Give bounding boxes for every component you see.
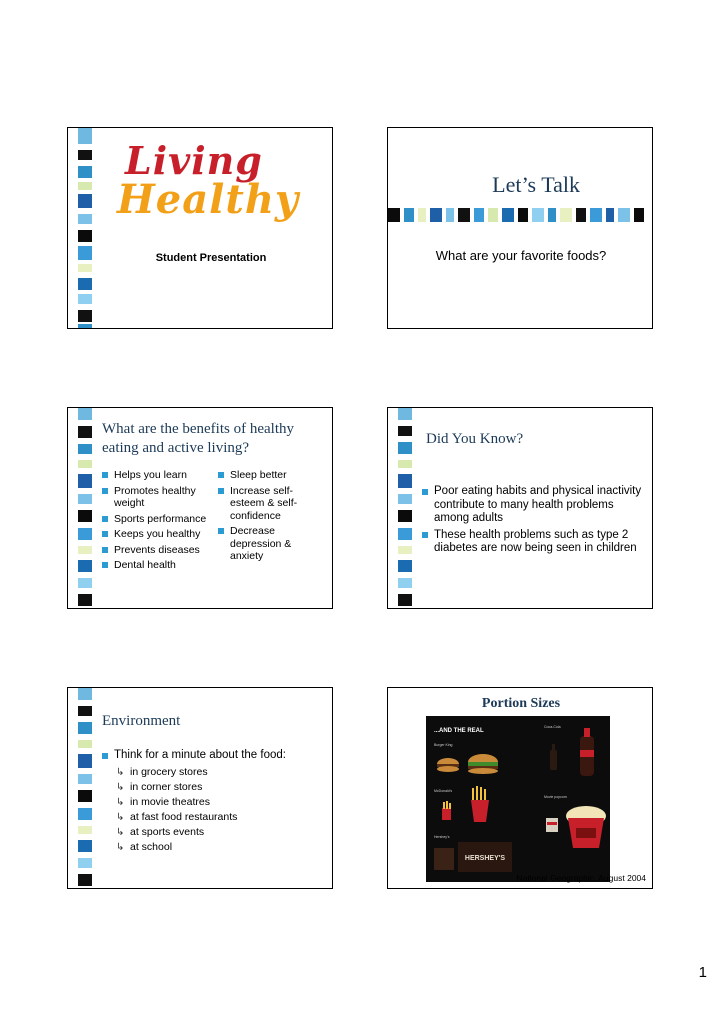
list-item: ↳ at school [116, 840, 316, 855]
large-fries [471, 800, 489, 822]
list-item: Prevents diseases [102, 544, 210, 557]
decorative-vertical-band [78, 408, 92, 608]
list-item: Keeps you healthy [102, 528, 210, 541]
slide-question: What are your favorite foods? [435, 248, 607, 263]
benefits-list-left [102, 469, 210, 575]
page-number: 1 [698, 964, 707, 981]
list-item: ↳ in corner stores [116, 780, 316, 795]
small-fries [442, 808, 451, 820]
photo-credit: National Geographic, August 2004 [516, 873, 646, 883]
slide-title: Environment [102, 713, 181, 729]
slide-subtitle: Student Presentation [155, 252, 267, 264]
list-item: These health problems such as type 2 diabetes are now being seen in children [422, 529, 648, 556]
list-item: Increase self-esteem & self-confidence [218, 485, 318, 523]
living-healthy-logo [113, 138, 303, 228]
list-item: ↳ in movie theatres [116, 795, 316, 810]
slide-did-you-know [387, 407, 653, 609]
list-item: Sports performance [102, 513, 210, 526]
list-item: Poor eating habits and physical inactivity contribute to many health problems among adults [422, 485, 648, 526]
list-item: Promotes healthy weight [102, 485, 210, 510]
small-cola-bottle [550, 750, 557, 770]
decorative-vertical-band [398, 408, 412, 608]
photo-fries-label: McDonald's [434, 789, 453, 793]
portion-sizes-illustration [426, 716, 610, 882]
slide-environment [67, 687, 333, 889]
photo-popcorn-label: Movie popcorn [544, 795, 567, 799]
list-item: ↳ at sports events [116, 825, 316, 840]
photo-burger-label: Burger King [434, 743, 453, 747]
decorative-vertical-band [78, 128, 92, 328]
slide-title: Portion Sizes [481, 696, 561, 711]
list-item: Dental health [102, 559, 210, 572]
logo-word-healthy: Healthy [117, 176, 300, 223]
photo-candy-label: Hershey's [434, 835, 450, 839]
slide-title: What are the benefits of healthy eating and active living? [102, 421, 294, 456]
logo-word-living: Living [125, 138, 263, 183]
slide-portion-sizes [387, 687, 653, 889]
list-item: Helps you learn [102, 469, 210, 482]
photo-hersheys-logo: HERSHEY'S [464, 855, 506, 862]
slide-living-healthy [67, 127, 333, 329]
small-chocolate-bar [434, 848, 454, 870]
slide-title: Did You Know? [426, 431, 524, 447]
photo-cola-label: Coca-Cola [544, 725, 561, 729]
facts-list [422, 485, 648, 559]
decorative-vertical-band [78, 688, 92, 888]
portion-sizes-photo [426, 716, 610, 882]
list-item: Decrease depression & anxiety [218, 525, 318, 563]
list-item: ↳ at fast food restaurants [116, 810, 316, 825]
list-item: Think for a minute about the food: [102, 749, 328, 763]
slide-benefits [67, 407, 333, 609]
environment-list [102, 749, 328, 766]
list-item: Sleep better [218, 469, 318, 482]
slide-lets-talk [387, 127, 653, 329]
photo-header: ...AND THE REAL [434, 728, 484, 734]
environment-sublist [116, 765, 316, 855]
list-item: ↳ in grocery stores [116, 765, 316, 780]
decorative-horizontal-band [388, 208, 652, 222]
benefits-list-right [218, 469, 318, 566]
slide-title: Let’s Talk [492, 172, 580, 197]
